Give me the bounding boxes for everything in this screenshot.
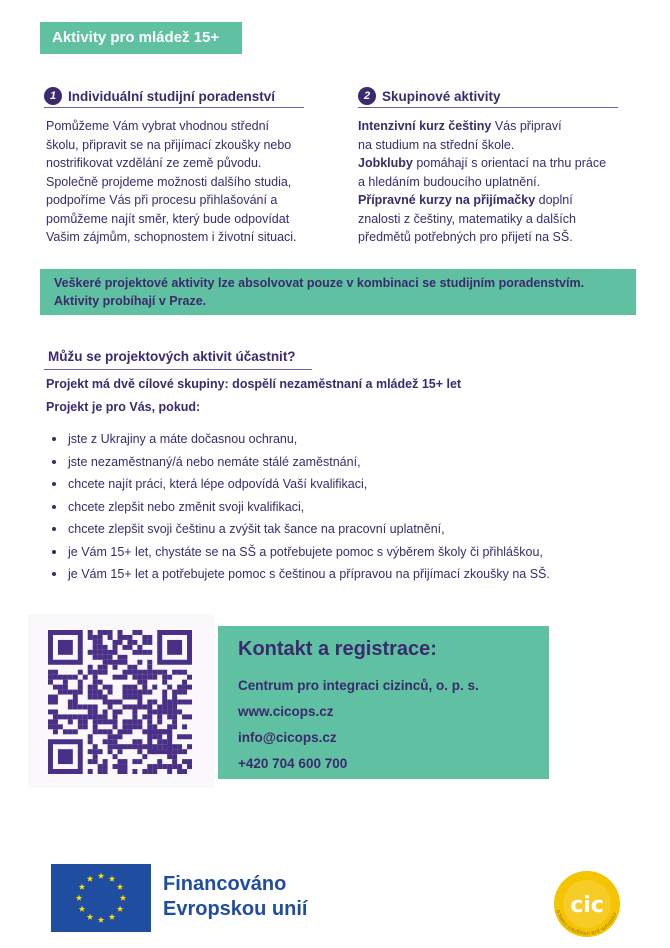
website-link[interactable]: www.cicops.cz <box>238 704 334 719</box>
text-line: Pomůžeme Vám vybrat vhodnou střední <box>46 119 270 133</box>
list-item: chcete zlepšit svoji češtinu a zvýšit tak šance na pracovní uplatnění, <box>52 518 550 541</box>
text-line: školu, připravit se na přijímací zkoušky nebo <box>46 137 292 152</box>
eligibility-list <box>52 428 550 586</box>
text-line: Přípravné kurzy na přijímačky doplní <box>358 193 573 207</box>
phone-number[interactable]: +420 704 600 700 <box>238 756 348 771</box>
bullet-icon <box>52 505 56 509</box>
bullet-icon <box>52 460 56 464</box>
target-groups-line: Projekt má dvě cílové skupiny: dospělí nezaměstnaní a mládež 15+ let <box>46 377 462 391</box>
eu-flag-icon <box>51 864 151 932</box>
text-line: znalosti z češtiny, matematiky a dalších <box>358 211 576 226</box>
eligibility-intro: Projekt je pro Vás, pokud: <box>46 400 201 414</box>
svg-text:centrum pro integraci cizinců: centrum pro integraci cizinců <box>555 909 618 937</box>
funding-line: Financováno <box>163 873 287 895</box>
bullet-icon <box>52 550 56 554</box>
text-line: Vašim zájmům, schopnostem i životní situaci. <box>46 230 297 244</box>
list-item: je Vám 15+ let, chystáte se na SŠ a potřebujete pomoc s výběrem školy či přihláškou, <box>52 541 550 564</box>
funding-text <box>163 872 307 922</box>
section-1-title <box>44 87 275 105</box>
funding-line: Evropskou unií <box>163 898 308 920</box>
section-1-heading: Individuální studijní poradenství <box>68 88 276 104</box>
list-item: chcete najít práci, která lépe odpovídá Vaší kvalifikaci, <box>52 473 550 496</box>
number-badge-1: 1 <box>44 87 62 105</box>
text-line: na studium na střední škole. <box>358 137 515 152</box>
contact-box <box>218 626 549 779</box>
section-2-text <box>358 117 606 247</box>
cic-logo-icon <box>553 870 621 938</box>
section-2-title <box>358 87 501 105</box>
section-1-rule <box>44 107 304 108</box>
number-badge-2: 2 <box>358 87 376 105</box>
text-line: Společně projdeme možnosti dalšího studia, <box>46 174 292 189</box>
text-line: podpoříme Vás při procesu přihlašování a <box>46 193 278 207</box>
notice-box <box>40 269 636 315</box>
text-line: a hledáním budoucího uplatnění. <box>358 174 541 189</box>
text-line: Jobkluby pomáhají s orientací na trhu práce <box>358 156 607 170</box>
section-2-heading: Skupinové aktivity <box>382 88 501 104</box>
notice-line: Aktivity probíhají v Praze. <box>54 294 207 308</box>
email-link[interactable]: info@cicops.cz <box>238 730 337 745</box>
eligibility-title: Můžu se projektových aktivit účastnit? <box>48 349 296 364</box>
notice-line: Veškeré projektové aktivity lze absolvovat pouze v kombinaci se studijním poradenstvím. <box>54 276 585 290</box>
list-item: chcete zlepšit nebo změnit svoji kvalifikaci, <box>52 496 550 519</box>
list-item: jste nezaměstnaný/á nebo nemáte stálé zaměstnání, <box>52 451 550 474</box>
bullet-icon <box>52 482 56 486</box>
bullet-icon <box>52 572 56 576</box>
text-line: předmětů potřebných pro přijetí na SŠ. <box>358 230 573 244</box>
section-2-rule <box>358 107 618 108</box>
qr-code-icon[interactable] <box>48 630 192 774</box>
eligibility-rule <box>44 369 312 370</box>
bullet-icon <box>52 437 56 441</box>
list-item: je Vám 15+ let a potřebujete pomoc s češtinou a přípravou na přijímací zkoušky na SŠ. <box>52 563 550 586</box>
text-line: pomůžeme najít směr, který bude odpovídat <box>46 211 290 226</box>
header-tag: Aktivity pro mládež 15+ <box>40 22 242 54</box>
text-line: nostrifikovat vzdělání ze země původu. <box>46 156 262 170</box>
contact-title: Kontakt a registrace: <box>238 638 437 660</box>
org-name: Centrum pro integraci cizinců, o. p. s. <box>238 678 479 693</box>
svg-text:cic: cic <box>570 893 604 918</box>
section-1-text <box>46 117 297 247</box>
text-line: Intenzivní kurz češtiny Vás připraví <box>358 119 562 133</box>
list-item: jste z Ukrajiny a máte dočasnou ochranu, <box>52 428 550 451</box>
bullet-icon <box>52 527 56 531</box>
